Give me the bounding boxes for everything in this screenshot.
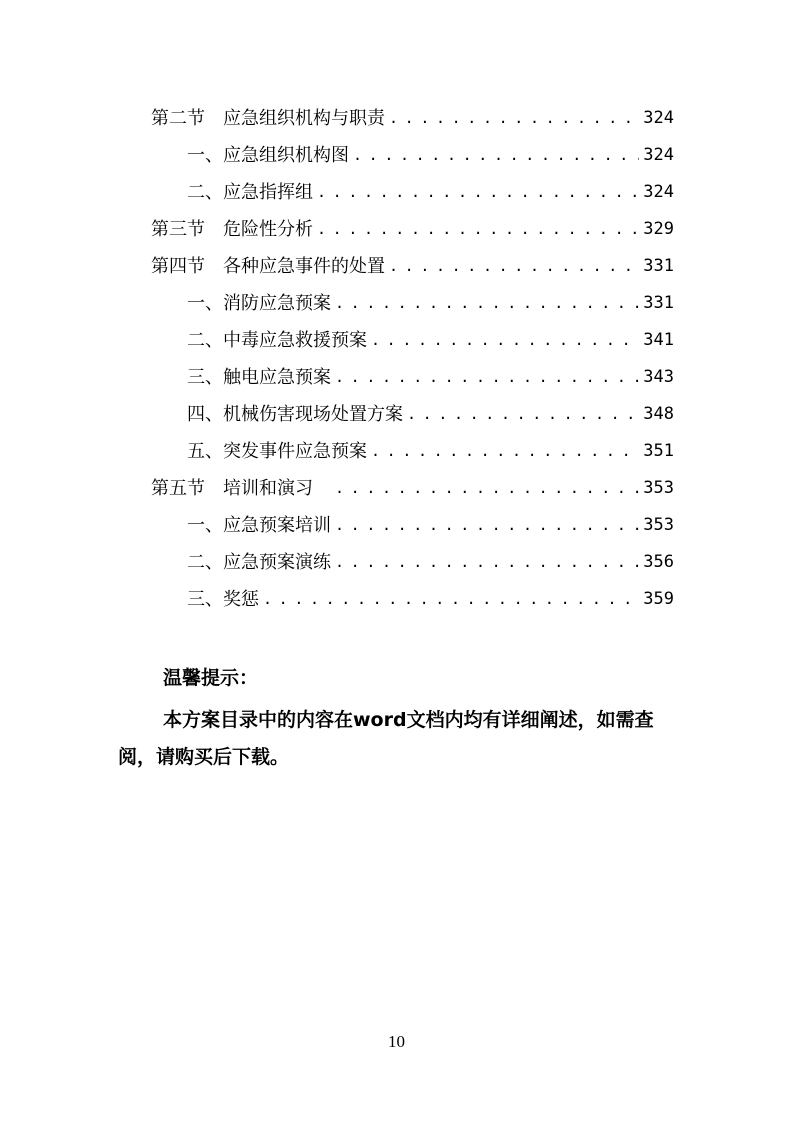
toc-page-number: 341 [643, 330, 674, 350]
toc-leader-dots [331, 285, 639, 322]
toc-entry[interactable] [187, 544, 674, 581]
toc-entry-label: 第二节 [151, 108, 205, 129]
toc-entry-label: 三、触电应急预案 [187, 367, 331, 388]
toc-entry-label: 第三节 [151, 219, 205, 240]
toc-entry[interactable] [187, 137, 674, 174]
toc-leader-dots [313, 211, 639, 248]
toc-entry-label: 第五节 [151, 478, 205, 499]
toc-entry-label: 二、中毒应急救援预案 [187, 330, 367, 351]
toc-page-number: 359 [643, 589, 674, 609]
toc-entry[interactable] [151, 248, 674, 285]
toc-entry[interactable] [151, 100, 674, 137]
toc-entry[interactable] [187, 581, 674, 618]
toc-entry-label: 一、消防应急预案 [187, 293, 331, 314]
toc-entry-label: 四、机械伤害现场处置方案 [187, 404, 403, 425]
toc-entry-title: 各种应急事件的处置 [223, 256, 385, 277]
toc-entry[interactable] [151, 470, 674, 507]
toc-page-number: 324 [643, 108, 674, 128]
toc-entry[interactable] [187, 507, 674, 544]
toc-entry[interactable] [187, 359, 674, 396]
toc-entry[interactable] [187, 285, 674, 322]
toc-page-number: 353 [643, 478, 674, 498]
toc-entry-label: 第四节 [151, 256, 205, 277]
toc-page-number: 356 [643, 552, 674, 572]
toc-leader-dots [259, 581, 639, 618]
toc-page-number: 331 [643, 256, 674, 276]
toc-leader-dots [385, 100, 639, 137]
toc-entry[interactable] [151, 211, 674, 248]
toc-leader-dots [313, 174, 639, 211]
toc-entry-label: 五、突发事件应急预案 [187, 441, 367, 462]
page-number: 10 [388, 1032, 405, 1051]
toc-leader-dots [331, 507, 639, 544]
toc-page-number: 351 [643, 441, 674, 461]
toc-entry[interactable] [187, 322, 674, 359]
toc-leader-dots [367, 322, 639, 359]
toc-entry-title: 应急组织机构与职责 [223, 108, 385, 129]
toc-leader-dots [331, 544, 639, 581]
toc-entry-label: 二、应急预案演练 [187, 552, 331, 573]
toc-entry-label: 一、应急组织机构图 [187, 145, 349, 166]
toc-page-number: 343 [643, 367, 674, 387]
toc-page-number: 324 [643, 182, 674, 202]
toc-page-number: 353 [643, 515, 674, 535]
toc-entry[interactable] [187, 174, 674, 211]
toc-leader-dots [367, 433, 639, 470]
toc-entry-title: 培训和演习 [223, 478, 313, 499]
toc-leader-dots [331, 470, 639, 507]
toc-page-number: 331 [643, 293, 674, 313]
toc-entry-label: 一、应急预案培训 [187, 515, 331, 536]
toc-leader-dots [403, 396, 639, 433]
toc-entry-label: 二、应急指挥组 [187, 182, 313, 203]
toc-entry-label: 三、奖惩 [187, 589, 259, 610]
toc-entry-title: 危险性分析 [223, 219, 313, 240]
toc-entry[interactable] [187, 433, 674, 470]
notice-title: 温馨提示： [163, 667, 259, 689]
toc-leader-dots [349, 137, 639, 174]
toc-leader-dots [331, 359, 639, 396]
toc-page-number: 324 [643, 145, 674, 165]
notice-body: 本方案目录中的内容在word文档内均有详细阐述，如需查阅，请购买后下载。 [118, 709, 654, 768]
toc-page-number: 348 [643, 404, 674, 424]
toc-leader-dots [385, 248, 639, 285]
toc-entry[interactable] [187, 396, 674, 433]
toc-page-number: 329 [643, 219, 674, 239]
